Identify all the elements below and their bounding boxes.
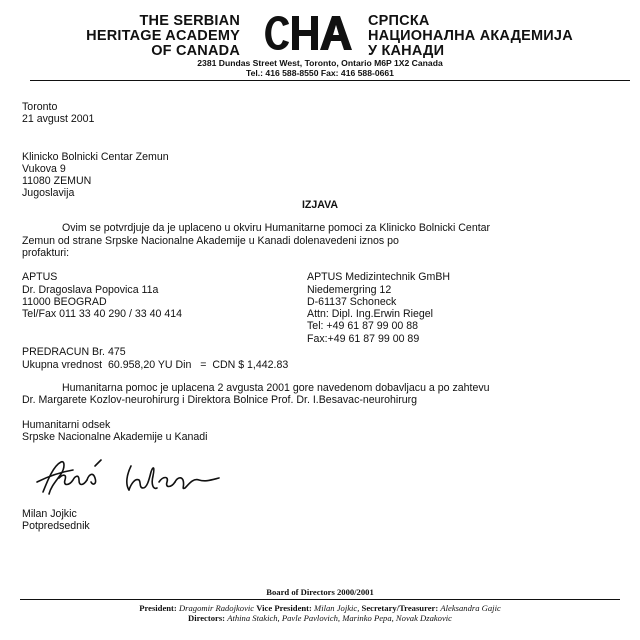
letterhead-phone-fax: Tel.: 416 588-8550 Fax: 416 588-0661 <box>246 68 394 78</box>
signature-text: Jojkić Milan <box>35 452 41 453</box>
supplier-left-line: 11000 BEOGRAD <box>22 296 107 308</box>
academy-name-english <box>18 14 240 59</box>
recipient-line: 11080 ZEMUN <box>22 175 92 187</box>
recipient-line: Vukova 9 <box>22 163 66 175</box>
president-label: President: <box>139 603 177 613</box>
academy-name-english-line: OF CANADA <box>151 43 240 59</box>
invoice-total: Ukupna vrednost 60.958,20 YU Din = CDN $ 1,442.83 <box>22 359 289 371</box>
intro-line: Zemun od strane Srpske Nacionalne Akademije u Kanadi dolenavedeni iznos po <box>22 235 399 247</box>
supplier-right-line: Fax:+49 61 87 99 00 89 <box>307 333 420 345</box>
document-heading: IZJAVA <box>301 199 339 211</box>
academy-logo <box>256 10 356 56</box>
supplier-right-line: APTUS Medizintechnik GmBH <box>307 271 451 283</box>
intro-line: profakturi: <box>22 247 70 259</box>
academy-name-cyrillic-line: У КАНАДИ <box>368 43 445 59</box>
academy-name-cyrillic-line: НАЦИОНАЛНА АКАДЕМИЈА <box>368 28 573 44</box>
vice-president-name: Milan Jojkic, <box>314 603 360 613</box>
academy-name-cyrillic <box>368 14 628 59</box>
academy-name-english-line: HERITAGE ACADEMY <box>86 28 240 44</box>
supplier-right-line: Tel: +49 61 87 99 00 88 <box>307 320 419 332</box>
supplier-left-line: APTUS <box>22 271 58 283</box>
department-line: Humanitarni odsek <box>22 419 111 431</box>
supplier-right-line: D-61137 Schoneck <box>307 296 397 308</box>
recipient-line: Jugoslavija <box>22 187 75 199</box>
vice-president-label: Vice President: <box>256 603 312 613</box>
logo-text: СНА <box>306 52 313 56</box>
letterhead-divider <box>30 80 630 81</box>
directors-label: Directors: <box>187 613 226 623</box>
supplier-right-line: Attn: Dipl. Ing.Erwin Riegel <box>307 308 434 320</box>
supplier-right-line: Niedemergring 12 <box>307 284 392 296</box>
officers-line <box>0 603 640 613</box>
directors-line <box>0 613 640 623</box>
supplier-left-line: Tel/Fax 011 33 40 290 / 33 40 414 <box>22 308 183 320</box>
invoice-label: PREDRACUN Br. 475 <box>22 346 126 358</box>
signer-title: Potpredsednik <box>22 520 90 532</box>
secretary-name: Aleksandra Gajic <box>440 603 501 613</box>
directors-names: Athina Stakich, Pavle Pavlovich, Marinko Pepa, Novak Dzakovic <box>227 613 453 623</box>
handwritten-signature <box>35 452 245 504</box>
recipient-line: Klinicko Bolnicki Centar Zemun <box>22 151 169 163</box>
president-name: Dragomir Radojkovic <box>178 603 255 613</box>
place: Toronto <box>22 101 58 113</box>
department-line: Srpske Nacionalne Akademije u Kanadi <box>22 431 208 443</box>
intro-line: Ovim se potvrdjuje da je uplaceno u okviru Humanitarne pomoci za Klinicko Bolnicki Centar <box>62 222 491 234</box>
secretary-label: Secretary/Treasurer: <box>361 603 439 613</box>
statement-line: Humanitarna pomoc je uplacena 2 avgusta 2001 gore navedenom dobavljacu a po zahtevu <box>62 382 490 394</box>
academy-name-cyrillic-line: СРПСКА <box>368 13 430 29</box>
academy-name-english-line: THE SERBIAN <box>139 13 240 29</box>
letterhead-address: 2381 Dundas Street West, Toronto, Ontario M6P 1X2 Canada <box>197 58 443 68</box>
footer-divider <box>20 599 620 600</box>
supplier-left-line: Dr. Dragoslava Popovica 11a <box>22 284 159 296</box>
board-heading: Board of Directors 2000/2001 <box>266 587 374 597</box>
date: 21 avgust 2001 <box>22 113 95 125</box>
signer-name: Milan Jojkic <box>22 508 77 520</box>
statement-line: Dr. Margarete Kozlov-neurohirurg i Direktora Bolnice Prof. Dr. I.Besavac-neurohirurg <box>22 394 418 406</box>
